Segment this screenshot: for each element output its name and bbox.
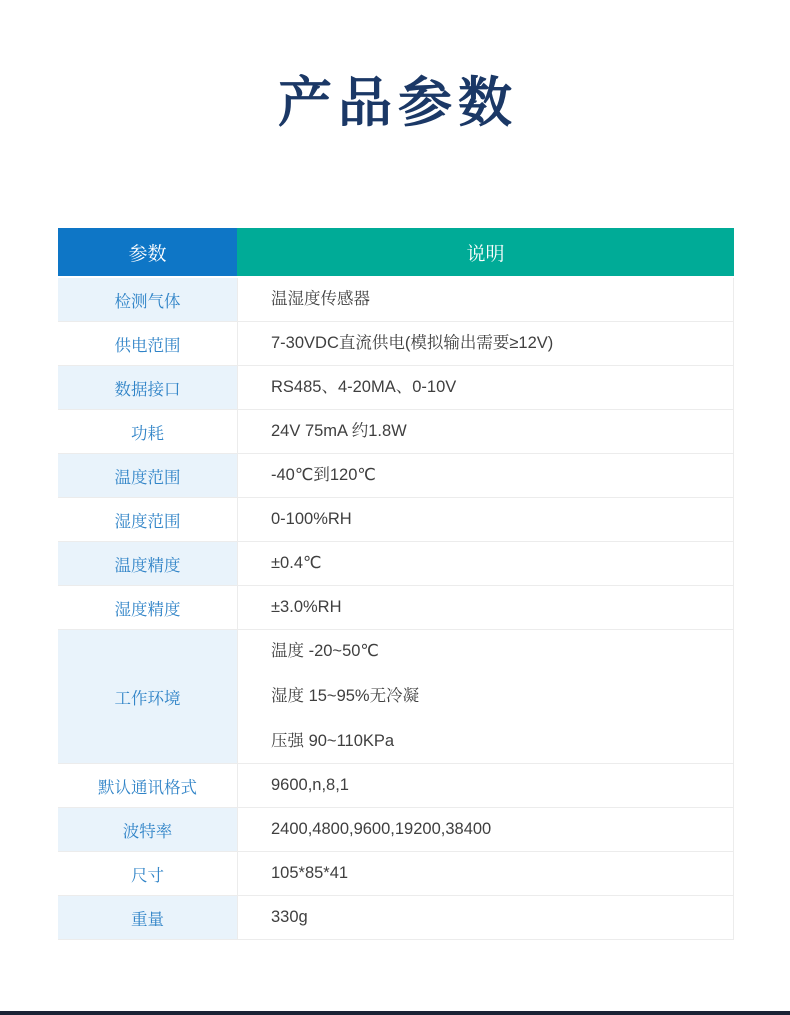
- param-cell: 功耗: [58, 410, 238, 453]
- desc-line: 温湿度传感器: [271, 290, 370, 308]
- desc-cell: [238, 410, 733, 453]
- table-header-param: 参数: [58, 228, 237, 276]
- bottom-bar: [0, 1011, 790, 1015]
- desc-cell: [238, 278, 733, 321]
- desc-cell: [238, 586, 733, 629]
- desc-line: 温度 -20~50℃: [271, 642, 379, 660]
- table-row: [58, 322, 733, 366]
- param-cell: 温度精度: [58, 542, 238, 585]
- table-row: [58, 410, 733, 454]
- desc-line: 9600,n,8,1: [271, 776, 349, 794]
- page-title: 产品参数: [278, 73, 518, 133]
- desc-cell: [238, 630, 733, 763]
- desc-line: 105*85*41: [271, 864, 349, 882]
- desc-line: 0-100%RH: [271, 510, 352, 528]
- desc-cell: [238, 322, 733, 365]
- param-cell: 波特率: [58, 808, 238, 851]
- desc-cell: [238, 498, 733, 541]
- param-cell: 供电范围: [58, 322, 238, 365]
- desc-cell: [238, 896, 733, 939]
- table-header-desc: 说明: [237, 228, 734, 276]
- desc-line: 330g: [271, 908, 308, 926]
- param-cell: 尺寸: [58, 852, 238, 895]
- desc-cell: [238, 366, 733, 409]
- desc-line: 24V 75mA 约1.8W: [271, 422, 407, 440]
- table-row: [58, 454, 733, 498]
- table-row: [58, 542, 733, 586]
- desc-cell: [238, 764, 733, 807]
- table-row: [58, 896, 733, 940]
- param-cell: 检测气体: [58, 278, 238, 321]
- param-cell: 重量: [58, 896, 238, 939]
- param-cell: 湿度范围: [58, 498, 238, 541]
- desc-line: 2400,4800,9600,19200,38400: [271, 820, 492, 838]
- desc-line: 7-30VDC直流供电(模拟输出需要≥12V): [271, 334, 554, 352]
- param-cell: 温度范围: [58, 454, 238, 497]
- desc-cell: [238, 454, 733, 497]
- param-cell: 默认通讯格式: [58, 764, 238, 807]
- param-cell: 工作环境: [58, 630, 238, 763]
- table-row: [58, 586, 733, 630]
- param-cell: 湿度精度: [58, 586, 238, 629]
- desc-cell: [238, 808, 733, 851]
- desc-line: ±0.4℃: [271, 554, 322, 572]
- table-row: [58, 278, 733, 322]
- table-row: [58, 808, 733, 852]
- table-row: [58, 764, 733, 808]
- desc-cell: [238, 542, 733, 585]
- desc-line: -40℃到120℃: [271, 466, 376, 484]
- desc-line: 湿度 15~95%无冷凝: [271, 687, 420, 705]
- table-row: [58, 630, 733, 764]
- desc-line: ±3.0%RH: [271, 598, 342, 616]
- desc-line: RS485、4-20MA、0-10V: [271, 378, 457, 396]
- desc-cell: [238, 852, 733, 895]
- desc-line: 压强 90~110KPa: [271, 732, 395, 750]
- table-row: [58, 852, 733, 896]
- spec-table: [58, 228, 734, 940]
- table-row: [58, 366, 733, 410]
- table-row: [58, 498, 733, 542]
- table-header-row: [58, 228, 734, 278]
- param-cell: 数据接口: [58, 366, 238, 409]
- spec-table-body: [58, 278, 734, 940]
